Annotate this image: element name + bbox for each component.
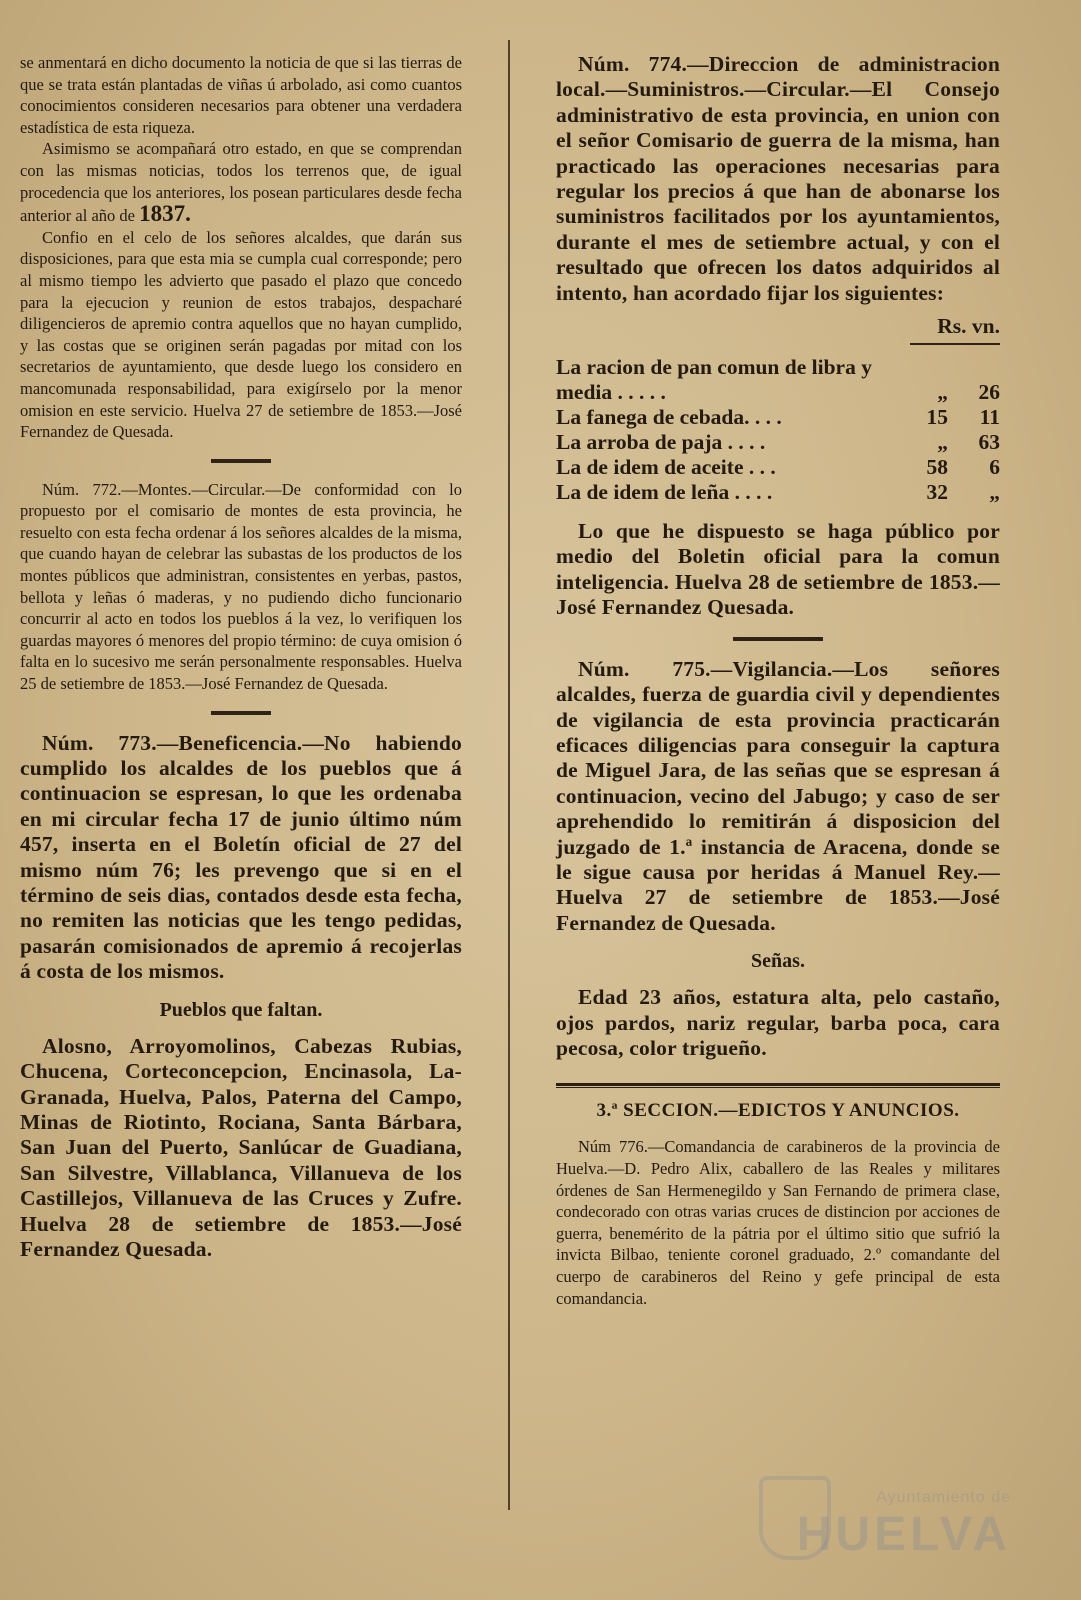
paragraph-alcaldes: Confio en el celo de los señores alcaldes, que darán sus disposiciones, para que esta mia se cumpla cual corresponde; pero al mismo tiempo les advierto que pasado el plazo que concedo para la ejecucion y reunion de estos trabajos, despacharé diligencieros de apremio contra aquellos que no hayan cumplido, y las costas que se originen serán pagadas por mitad con los secretarios de ayuntamiento, que desde luego los considero en mancomunada responsabilidad, para exigírselo por la menor omision en este servicio. Huelva 27 de setiembre de 1853.—José Fernandez de Quesada. bbox=[20, 227, 462, 442]
price-table bbox=[556, 355, 1000, 505]
watermark-big-text: HUELVA bbox=[796, 1508, 1011, 1561]
paragraph-continuation: se anmentará en dicho documento la noticia de que si las tierras de que se trata están plantadas de viñas ú arbolado, asi como cuantos conocimientos consideren necesarios para obtener una verdadera estadística de esta riqueza. bbox=[20, 53, 462, 137]
price-item: La arroba de paja . . . . bbox=[556, 430, 766, 455]
price-item: La fanega de cebada. . . . bbox=[556, 405, 782, 430]
pueblos-heading: Pueblos que faltan. bbox=[159, 998, 323, 1021]
watermark-small-text: Ayuntamiento de bbox=[876, 1489, 1011, 1506]
watermark bbox=[797, 1489, 1011, 1562]
price-cents: 11 bbox=[979, 405, 1000, 430]
notice-776: Núm 776.—Comandancia de carabineros de la provincia de Huelva.—D. Pedro Alix, caballero de las Reales y militares órdenes de San Hermenegildo y San Fernando de primera clase, condecorado con otras varias cruces de distincion por acciones de guerra, benemérito de la pátria por el último sitio que sufrió la invicta Bilbao, teniente coronel graduado, 2.º comandante del cuerpo de carabineros del Reino y gefe principal de esta comandancia. bbox=[556, 1137, 1000, 1308]
currency-header: Rs. vn. bbox=[937, 314, 1000, 339]
price-reales: „ bbox=[937, 380, 948, 405]
price-item: La de idem de leña . . . . bbox=[556, 480, 773, 505]
price-item: La de idem de aceite . . . bbox=[556, 455, 776, 480]
price-row bbox=[556, 405, 1000, 430]
price-row bbox=[556, 455, 1000, 480]
price-reales: 32 bbox=[926, 480, 948, 505]
pueblos-list: Alosno, Arroyomolinos, Cabezas Rubias, Chucena, Corteconcepcion, Encinasola, La-Granada, Huelva, Palos, Paterna del Campo, Minas de Riotinto, Rociana, Santa Bárbara, San Juan del Puerto, Sanlúcar de Guadiana, San Silvestre, Villablanca, Villanueva de los Castillejos, Villanueva de las Cruces y Zufre. Huelva 28 de setiembre de 1853.—José Fernandez Quesada. bbox=[20, 1033, 462, 1261]
price-cents: 63 bbox=[978, 430, 1000, 455]
price-reales: „ bbox=[937, 430, 948, 455]
price-cents: 26 bbox=[978, 380, 1000, 405]
year-1837: 1837. bbox=[139, 201, 191, 227]
price-cents: 6 bbox=[989, 455, 1000, 480]
notice-772: Núm. 772.—Montes.—Circular.—De conformidad con lo propuesto por el comisario de montes de esta provincia, he resuelto con esta fecha ordenar á los señores alcaldes de la misma, que cuando hayan de celebrar las subastas de los productos de los montes públicos que administran, consistentes en yerbas, pastos, bellota y leñas ó maderas, y no pudiendo dicho funcionario concurrir al acto en todos los pueblos á la vez, lo verifiquen los guardas mayores ó menores del propio término: de cuya omision ó falta en lo sucesivo me serán personalmente responsables. Huelva 25 de setiembre de 1853.—José Fernandez de Quesada. bbox=[20, 479, 462, 694]
separator bbox=[211, 459, 271, 463]
paragraph-estado bbox=[20, 138, 462, 226]
senas-heading: Señas. bbox=[751, 950, 805, 973]
currency-underline bbox=[910, 343, 1000, 345]
section-title: 3.ª SECCION.—EDICTOS Y ANUNCIOS. bbox=[596, 1100, 960, 1122]
price-row bbox=[556, 480, 1000, 505]
price-row bbox=[556, 355, 1000, 405]
price-cents: „ bbox=[989, 480, 1000, 505]
senas-description: Edad 23 años, estatura alta, pelo castaño, ojos pardos, nariz regular, barba poca, cara pecosa, color trigueño. bbox=[556, 985, 1000, 1060]
separator bbox=[733, 637, 823, 641]
paragraph-estado-text: Asimismo se acompañará otro estado, en que se comprendan con las mismas noticias, todos los terrenos que, de igual procedencia que los anteriores, los posean particulares desde fecha anterior al año de bbox=[20, 139, 462, 226]
price-item: La racion de pan comun de libra y media . . . . . bbox=[556, 355, 872, 405]
left-column bbox=[20, 52, 462, 1262]
price-row bbox=[556, 430, 1000, 455]
notice-775: Núm. 775.—Vigilancia.—Los señores alcaldes, fuerza de guardia civil y dependientes de vigilancia de esta provincia practicarán eficaces diligencias para conseguir la captura de Miguel Jara, de las señas que se espresan á continuacion, vecino del Jabugo; y caso de ser aprehendido lo remitirán á disposicion del juzgado de 1.ª instancia de Aracena, donde se le sigue causa por heridas á Manuel Rey.—Huelva 27 de setiembre de 1853.—José Fernandez de Quesada. bbox=[556, 656, 1000, 935]
separator bbox=[211, 711, 271, 715]
section-rule bbox=[556, 1083, 1000, 1088]
price-reales: 58 bbox=[926, 455, 948, 480]
notice-773: Núm. 773.—Beneficencia.—No habiendo cumplido los alcaldes de los pueblos que á continuacion se espresan, lo que les ordenaba en mi circular fecha 17 de junio último núm 457, inserta en el Boletín oficial de 27 del mismo núm 76; les prevengo que si en el término de seis dias, contados desde esta fecha, no remiten las noticias que les tengo pedidas, pasarán comisionados de apremio á recojerlas á costa de los mismos. bbox=[20, 730, 462, 984]
notice-774-closing: Lo que he dispuesto se haga público por medio del Boletin oficial para la comun inteligencia. Huelva 28 de setiembre de 1853.—José Fernandez Quesada. bbox=[556, 519, 1000, 620]
notice-774: Núm. 774.—Direccion de administracion local.—Suministros.—Circular.—El Consejo administrativo de esta provincia, en union con el señor Comisario de guerra de la misma, han practicado las operaciones necesarias para regular los precios á que han de abonarse los suministros facilitados por los ayuntamientos, durante el mes de setiembre actual, y con el resultado que ofrecen los datos adquiridos al intento, han acordado fijar los siguientes: bbox=[556, 52, 1000, 305]
column-divider bbox=[508, 40, 510, 1510]
right-column bbox=[556, 52, 1000, 1309]
price-reales: 15 bbox=[926, 405, 948, 430]
